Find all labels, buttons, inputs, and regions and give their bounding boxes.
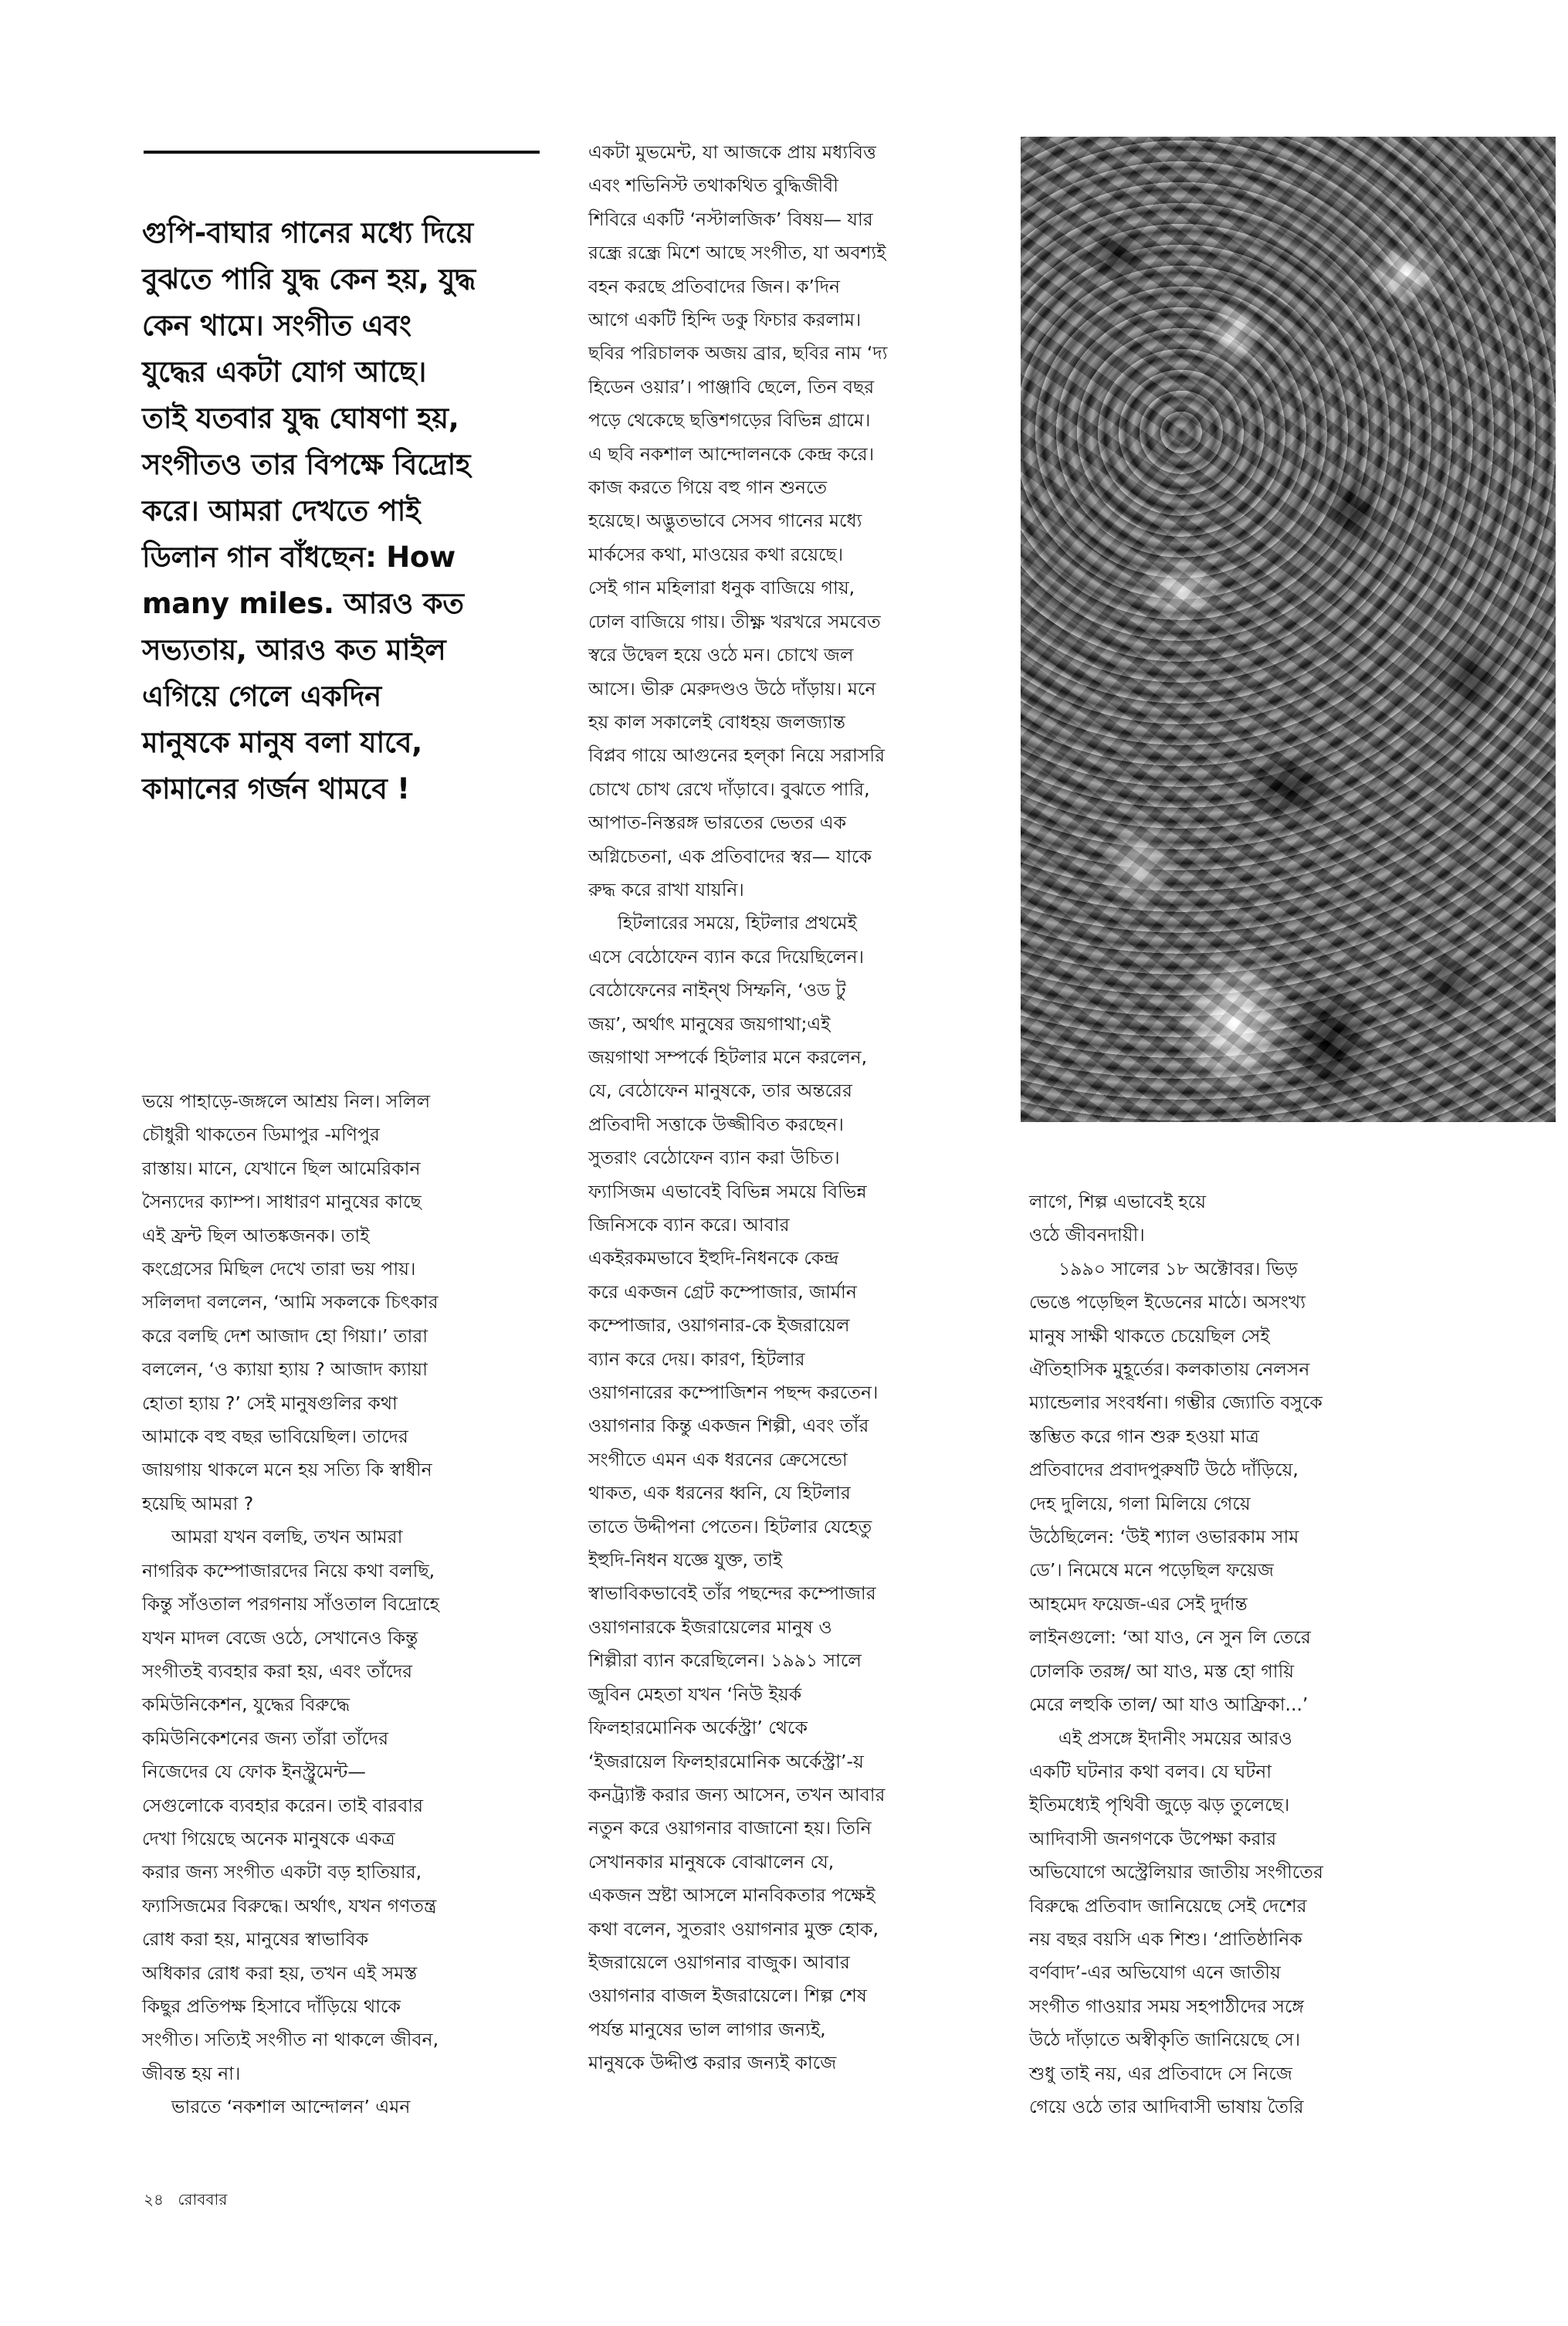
text-line: মানুষ সাক্ষী থাকতে চেয়েছিল সেই <box>1029 1324 1270 1347</box>
text-line: কনট্র্যাক্ট করার জন্য আসেন, তখন আবার <box>588 1783 886 1806</box>
text-line: নাগরিক কম্পোজারদের নিয়ে কথা বলছি, <box>142 1559 435 1582</box>
text-line: আপাত-নিস্তরঙ্গ ভারতের ভেতর এক <box>588 812 847 834</box>
text-line: সুতরাং বেঠোফেন ব্যান করা উচিত। <box>588 1147 840 1169</box>
text-line: করার জন্য সংগীত একটা বড় হাতিয়ার, <box>142 1861 422 1884</box>
text-line: ১৯৯০ সালের ১৮ অক্টোবর। ভিড় <box>1058 1257 1298 1280</box>
text-line: কংগ্রেসের মিছিল দেখে তারা ভয় পায়। <box>142 1258 416 1280</box>
text-line: শুধু তাই নয়, এর প্রতিবাদে সে নিজে <box>1029 2062 1292 2084</box>
text-line: কেন থামে। সংগীত এবং <box>142 309 411 342</box>
text-line: সলিলদা বললেন, ‘আমি সকলকে চিৎকার <box>142 1291 439 1314</box>
text-line: বর্ণবাদ’-এর অভিযোগ এনে জাতীয় <box>1029 1962 1281 1984</box>
text-line: লাইনগুলো: ‘আ যাও, নে সুন লি তেরে <box>1029 1626 1311 1649</box>
text-line: ইহুদি-নিধন যজ্ঞে যুক্ত, তাই <box>588 1549 783 1572</box>
text-line: ডিলান গান বাঁধছেন: How <box>142 541 455 574</box>
text-line: many miles. আরও কত <box>142 587 464 620</box>
text-line: রুদ্ধ করে রাখা যায়নি। <box>588 878 744 900</box>
text-line: ব্যান করে দেয়। কারণ, হিটলার <box>588 1348 805 1370</box>
text-line: ভারতে ‘নকশাল আন্দোলন’ এমন <box>171 2096 411 2118</box>
text-line: ইজরায়েলে ওয়াগনার বাজুক। আবার <box>588 1951 850 1973</box>
text-line: ভয়ে পাহাড়ে-জঙ্গলে আশ্রয় নিল। সলিল <box>142 1090 431 1112</box>
text-line: লাগে, শিল্প এভাবেই হয়ে <box>1029 1191 1207 1212</box>
text-line: চৌধুরী থাকতেন ডিমাপুর -মণিপুর <box>142 1124 380 1146</box>
text-line: কিন্তু সাঁওতাল পরগনায় সাঁওতাল বিদ্রোহে <box>142 1593 439 1616</box>
text-line: করে বলছি দেশ আজাদ হো গিয়া।’ তারা <box>142 1324 428 1347</box>
text-line: নয় বছর বয়সি এক শিশু। ‘প্রাতিষ্ঠানিক <box>1029 1928 1302 1950</box>
text-line: তাই যতবার যুদ্ধ ঘোষণা হয়, <box>142 402 459 435</box>
text-line: হয়েছি আমরা ? <box>142 1492 254 1514</box>
pull-quote-top-rule <box>144 151 540 154</box>
text-line: শিল্পীরা ব্যান করেছিলেন। ১৯৯১ সালে <box>588 1650 862 1672</box>
text-line: জায়গায় থাকলে মনে হয় সত্যি কি স্বাধীন <box>142 1459 432 1481</box>
text-line: বেঠোফেনের নাইন্‌থ সিম্ফনি, ‘ওড টু <box>588 979 846 1002</box>
text-line: ওয়াগনারের কম্পোজিশন পছন্দ করতেন। <box>588 1382 879 1404</box>
text-line: মার্কসের কথা, মাওয়ের কথা রয়েছে। <box>588 543 844 565</box>
text-line: আদিবাসী জনগণকে উপেক্ষা করার <box>1029 1827 1277 1850</box>
publication-name: রোববার <box>178 2190 228 2209</box>
text-line: যুদ্ধের একটা যোগ আছে। <box>142 355 427 388</box>
text-line: সৈন্যদের ক্যাম্প। সাধারণ মানুষের কাছে <box>142 1191 422 1213</box>
text-line: কামানের গর্জন থামবে ! <box>142 772 410 805</box>
text-line: ওঠে জীবনদায়ী। <box>1029 1224 1145 1246</box>
text-line: ‘ইজরায়েল ফিলহারমোনিক অর্কেস্ট্রা’-য় <box>588 1750 864 1772</box>
text-line: রাস্তায়। মানে, যেখানে ছিল আমেরিকান <box>142 1157 421 1179</box>
photo-crowd-icon <box>1021 137 1556 1122</box>
text-line: মানুষকে উদ্দীপ্ত করার জন্যই কাজে <box>588 2052 837 2074</box>
page-number: ২৪ <box>144 2190 164 2209</box>
text-line: জয়’, অর্থাৎ মানুষের জয়গাথা;এই <box>588 1012 831 1035</box>
text-line: স্তম্ভিত করে গান শুরু হওয়া মাত্র <box>1029 1425 1259 1447</box>
text-line: আসে। ভীরু মেরুদণ্ডও উঠে দাঁড়ায়। মনে <box>588 677 876 700</box>
text-line: একটি ঘটনার কথা বলব। যে ঘটনা <box>1029 1760 1272 1782</box>
text-line: ঐতিহাসিক মুহূর্তের। কলকাতায় নেলসন <box>1029 1358 1310 1381</box>
text-line: ইতিমধ্যেই পৃথিবী জুড়ে ঝড় তুলেছে। <box>1029 1794 1290 1816</box>
text-line: হিডেন ওয়ার’। পাঞ্জাবি ছেলে, তিন বছর <box>588 375 875 398</box>
crowd-photo <box>1021 137 1556 1122</box>
text-line: একটা মুভমেন্ট, যা আজকে প্রায় মধ্যবিত্ত <box>588 141 876 163</box>
text-line: এগিয়ে গেলে একদিন <box>142 680 381 713</box>
text-line: কমিউনিকেশনের জন্য তাঁরা তাঁদের <box>142 1727 389 1749</box>
text-line: স্বরে উদ্বেল হয়ে ওঠে মন। চোখে জল <box>588 644 854 666</box>
text-line: বুঝতে পারি যুদ্ধ কেন হয়, যুদ্ধ <box>142 263 476 296</box>
text-line: ঢোলকি তরঙ্গ/ আ যাও, মস্ত হো গায়ি <box>1029 1660 1295 1682</box>
text-line: বিরুদ্ধে প্রতিবাদ জানিয়েছে সেই দেশের <box>1029 1894 1307 1917</box>
text-line: স্বাভাবিকভাবেই তাঁর পছন্দের কম্পোজার <box>588 1582 876 1605</box>
text-line: দেখা গিয়েছে অনেক মানুষকে একত্র <box>142 1827 395 1850</box>
text-line: মানুষকে মানুষ বলা যাবে, <box>142 726 422 759</box>
text-line: কম্পোজার, ওয়াগনার-কে ইজরায়েল <box>588 1314 850 1337</box>
text-line: গেয়ে ওঠে তার আদিবাসী ভাষায় তৈরি <box>1029 2095 1304 2117</box>
text-line: এবং শভিনিস্ট তথাকথিত বুদ্ধিজীবী <box>588 175 838 197</box>
text-line: করে। আমরা দেখতে পাই <box>142 494 421 527</box>
text-line: যখন মাদল বেজে ওঠে, সেখানেও কিন্তু <box>142 1626 418 1649</box>
text-line: ম্যান্ডেলার সংবর্ধনা। গম্ভীর জ্যোতি বসুকে <box>1029 1392 1322 1414</box>
text-line: ফিলহারমোনিক অর্কেস্ট্রা’ থেকে <box>588 1717 808 1739</box>
text-line: সংগীত। সত্যিই সংগীত না থাকলে জীবন, <box>142 2029 439 2051</box>
text-line: ভেঙে পড়েছিল ইডেনের মাঠে। অসংখ্য <box>1029 1291 1306 1314</box>
text-line: ফ্যাসিজমের বিরুদ্ধে। অর্থাৎ, যখন গণতন্ত্র <box>142 1894 437 1917</box>
text-line: জীবন্ত হয় না। <box>142 2062 241 2084</box>
text-line: এসে বেঠোফেন ব্যান করে দিয়েছিলেন। <box>588 945 865 968</box>
text-line: হয়েছে। অদ্ভুতভাবে সেসব গানের মধ্যে <box>588 510 862 532</box>
text-line: সভ্যতায়, আরও কত মাইল <box>142 633 446 666</box>
text-line: এই ফ্রন্ট ছিল আতঙ্কজনক। তাই <box>142 1224 370 1246</box>
text-line: ওয়াগনার কিন্তু একজন শিল্পী, এবং তাঁর <box>588 1415 869 1437</box>
text-line: নতুন করে ওয়াগনার বাজানো হয়। তিনি <box>588 1817 872 1839</box>
text-line: অভিযোগে অস্ট্রেলিয়ার জাতীয় সংগীতের <box>1029 1861 1323 1884</box>
text-line: দেহ দুলিয়ে, গলা মিলিয়ে গেয়ে <box>1029 1492 1251 1514</box>
text-line: তাতে উদ্দীপনা পেতেন। হিটলার যেহেতু <box>588 1515 872 1538</box>
text-line: কথা বলেন, সুতরাং ওয়াগনার মুক্ত হোক, <box>588 1917 879 1940</box>
text-line: সেগুলোকে ব্যবহার করেন। তাই বারবার <box>142 1794 424 1816</box>
pull-quote <box>142 210 559 812</box>
text-line: ছবির পরিচালক অজয় ব্রার, ছবির নাম ‘দ্য <box>588 342 888 364</box>
text-line: আহমেদ ফয়েজ-এর সেই দুর্দান্ত <box>1029 1592 1248 1615</box>
text-line: চোখে চোখ রেখে দাঁড়াবে। বুঝতে পারি, <box>588 778 870 800</box>
text-line: বহন করছে প্রতিবাদের জিন। ক’দিন <box>588 275 841 297</box>
text-line: রোধ করা হয়, মানুষের স্বাভাবিক <box>142 1928 369 1951</box>
text-line: আগে একটি হিন্দি ডকু ফিচার করলাম। <box>588 309 862 331</box>
text-line: থাকত, এক ধরনের ধ্বনি, যে হিটলার <box>588 1482 851 1504</box>
text-line: ফ্যাসিজম এভাবেই বিভিন্ন সময়ে বিভিন্ন <box>588 1180 867 1202</box>
text-line: সংগীতও তার বিপক্ষে বিদ্রোহ <box>142 448 471 481</box>
text-line: এ ছবি নকশাল আন্দোলনকে কেন্দ্র করে। <box>588 442 875 465</box>
text-line: কমিউনিকেশন, যুদ্ধের বিরুদ্ধে <box>142 1694 351 1716</box>
text-line: পর্যন্ত মানুষের ভাল লাগার জন্যই, <box>588 2018 826 2040</box>
text-line: বিপ্লব গায়ে আগুনের হল্‌কা নিয়ে সরাসরি <box>588 744 886 767</box>
text-line: সংগীতই ব্যবহার করা হয়, এবং তাঁদের <box>142 1660 413 1682</box>
text-line: আমাকে বহু বছর ভাবিয়েছিল। তাদের <box>142 1426 408 1448</box>
text-line: কাজ করতে গিয়ে বহু গান শুনতে <box>588 476 828 499</box>
text-line: উঠেছিলেন: ‘উই শ্যাল ওভারকাম সাম <box>1029 1526 1299 1548</box>
text-line: অগ্নিচেতনা, এক প্রতিবাদের স্বর— যাকে <box>588 845 872 867</box>
text-line: যে, বেঠোফেন মানুষকে, তার অন্তরের <box>588 1080 852 1102</box>
text-line: কিছুর প্রতিপক্ষ হিসাবে দাঁড়িয়ে থাকে <box>142 1995 401 2017</box>
text-line: সেখানকার মানুষকে বোঝালেন যে, <box>588 1850 835 1873</box>
text-line: পড়ে থেকেছে ছত্তিশগড়ের বিভিন্ন গ্রামে। <box>588 409 871 432</box>
text-line: শিবিরে একটি ‘নস্টালজিক’ বিষয়— যার <box>588 208 873 230</box>
text-line: অধিকার রোধ করা হয়, তখন এই সমস্ত <box>142 1962 418 1984</box>
article-column-left <box>142 1085 551 2124</box>
text-line: সেই গান মহিলারা ধনুক বাজিয়ে গায়, <box>588 577 855 599</box>
text-line: ওয়াগনারকে ইজরায়েলের মানুষ ও <box>588 1616 832 1638</box>
text-line: সংগীত গাওয়ার সময় সহপাঠীদের সঙ্গে <box>1029 1995 1304 2017</box>
text-line: গুপি-বাঘার গানের মধ্যে দিয়ে <box>142 216 473 249</box>
text-line: ওয়াগনার বাজল ইজরায়েলে। শিল্প শেষ <box>588 1985 867 2007</box>
text-line: সংগীতে এমন এক ধরনের ক্রেসেন্ডো <box>588 1448 848 1470</box>
text-line: বললেন, ‘ও ক্যায়া হ্যায় ? আজাদ ক্যায়া <box>142 1358 428 1381</box>
text-line: মেরে লহুকি তাল/ আ যাও আফ্রিকা...’ <box>1029 1694 1309 1716</box>
text-line: হয় কাল সকালেই বোধহয় জলজ্যান্ত <box>588 710 845 733</box>
text-line: জুবিন মেহতা যখন ‘নিউ ইয়র্ক <box>588 1683 802 1705</box>
text-line: জিনিসকে ব্যান করে। আবার <box>588 1214 790 1236</box>
article-column-right <box>1029 1185 1446 2124</box>
article-column-middle <box>588 136 1005 2080</box>
text-line: একজন স্রষ্টা আসলে মানবিকতার পক্ষেই <box>588 1884 875 1907</box>
text-line: প্রতিবাদী সত্তাকে উজ্জীবিত করছেন। <box>588 1113 844 1135</box>
text-line: জয়গাথা সম্পর্কে হিটলার মনে করলেন, <box>588 1046 868 1068</box>
text-line: এই প্রসঙ্গে ইদানীং সময়ের আরও <box>1058 1727 1292 1749</box>
text-line: একইরকমভাবে ইহুদি-নিধনকে কেন্দ্র <box>588 1247 839 1270</box>
page-folio <box>144 2189 227 2214</box>
text-line: আমরা যখন বলছি, তখন আমরা <box>171 1526 403 1548</box>
text-line: উঠে দাঁড়াতে অস্বীকৃতি জানিয়েছে সে। <box>1029 2029 1301 2051</box>
text-line: প্রতিবাদের প্রবাদপুরুষটি উঠে দাঁড়িয়ে, <box>1029 1459 1299 1481</box>
text-line: নিজেদের যে ফোক ইনস্ট্রুমেন্ট— <box>142 1761 366 1783</box>
text-line: ডে’। নিমেষে মনে পড়েছিল ফয়েজ <box>1029 1559 1274 1582</box>
text-line: ঢোল বাজিয়ে গায়। তীক্ষ্ণ খরখরে সমবেত <box>588 610 881 632</box>
text-line: করে একজন গ্রেট কম্পোজার, জার্মান <box>588 1280 857 1303</box>
text-line: হিটলারের সময়ে, হিটলার প্রথমেই <box>618 912 857 934</box>
text-line: রন্ধ্রে রন্ধ্রে মিশে আছে সংগীত, যা অবশ্যই <box>588 242 886 264</box>
text-line: হোতা হ্যায় ?’ সেই মানুষগুলির কথা <box>142 1392 398 1414</box>
